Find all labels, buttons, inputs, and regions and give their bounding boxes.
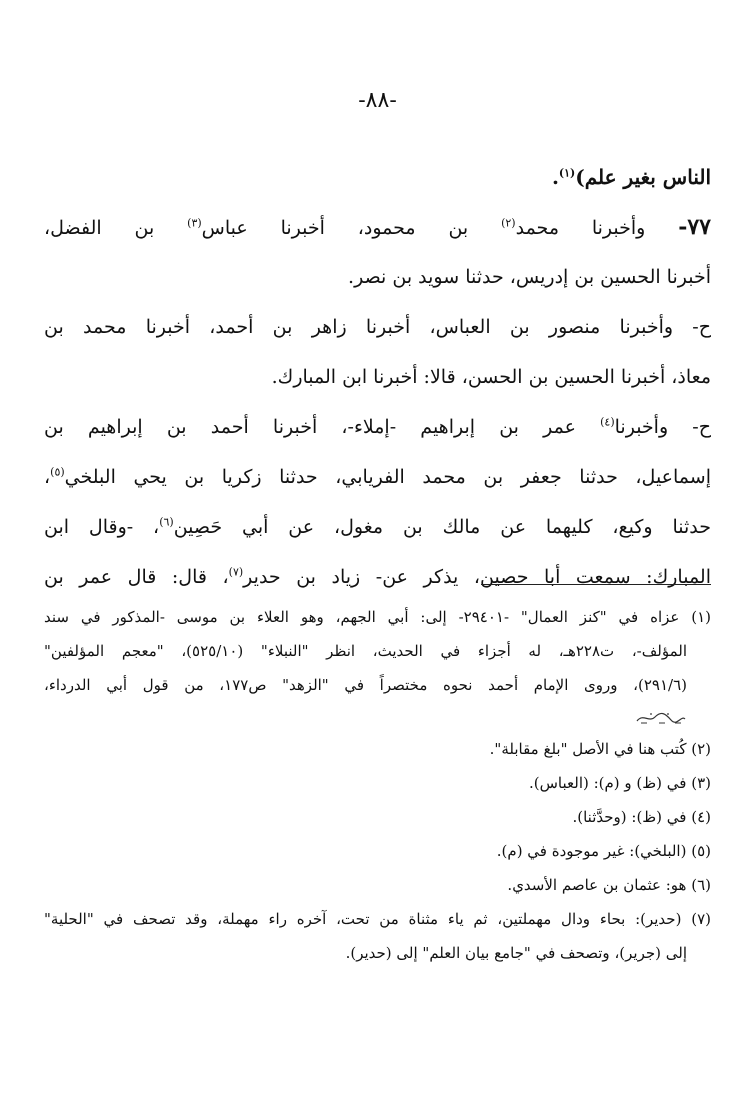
main-text [44,152,711,602]
page-number: -٨٨- [358,88,397,113]
footnote-ref-5[interactable]: (٥) [50,465,65,479]
footnote-6: (٦) هو: عثمان بن عاصم الأسدي. [507,876,711,894]
footnotes [44,600,711,970]
text-line-7-part-a: إسماعيل، حدثنا جعفر بن محمد الفريابي، حدثنا زكريا بن يحي البلخي [64,466,711,488]
text-line-7-part-b: ، [44,466,51,488]
text-line-2 [44,202,711,252]
footnote-4: (٤) في (ظ): (وحدَّثنا). [572,808,711,826]
text-line-8-part-a: حدثنا وكيع، كليهما عن مالك بن مغول، عن أبي حَصِين [173,516,711,538]
footnote-ref-4[interactable]: (٤) [600,415,615,429]
footnote-7-line-2: إلى (جرير)، وتصحف في "جامع بيان العلم" إلى (حدير). [345,944,687,962]
footnote-ref-2[interactable]: (٢) [501,216,516,230]
text-line-1-period: . [551,165,559,189]
text-line-2-part-b: بن محمود، أخبرنا عباس [201,217,502,239]
text-line-8-part-b: ، -وقال ابن [44,516,160,538]
text-line-9-part-a: المبارك: سمعت أبا حصين، يذكر عن- زياد بن حدير [243,566,711,588]
footnote-5: (٥) (البلخي): غير موجودة في (م). [496,842,711,860]
footnote-1-line-2: المؤلف-، ت٢٢٨هـ، له أجزاء في الحديث، انظر "النبلاء" (٥٢٥/١٠)، "معجم المؤلفين" [44,642,688,660]
footnote-separator [481,584,711,585]
text-line-1 [44,152,711,202]
text-line-2-part-c: بن الفضل، [44,217,188,239]
text-line-9-part-b: ، قال: قال عمر بن [44,566,229,588]
text-line-7 [44,452,711,502]
footnote-1-line-4 [44,702,711,732]
text-line-9 [44,552,711,602]
text-line-6-part-b: عمر بن إبراهيم -إملاء-، أخبرنا أحمد بن إبراهيم بن [44,416,601,438]
footnote-2: (٢) كُتب هنا في الأصل "بلغ مقابلة". [489,740,711,758]
text-line-3: أخبرنا الحسين بن إدريس، حدثنا سويد بن نصر. [348,266,711,288]
text-line-2-part-a: وأخبرنا محمد [515,217,679,239]
footnote-3: (٣) في (ظ) و (م): (العباس). [528,774,711,792]
footnote-ref-7[interactable]: (٧) [228,565,244,579]
footnote-ref-1[interactable]: (١) [558,166,576,180]
text-line-6-part-a: ح- وأخبرنا [614,416,711,438]
honorific-seal-icon [635,711,687,725]
text-line-1-content: الناس بغير علم) [575,165,711,189]
footnote-7-line-1: (٧) (حدير): بحاء ودال مهملتين، ثم ياء مثناة من تحت، آخره راء مهملة، وقد تصحف في "الحلية" [44,910,711,928]
footnote-ref-6[interactable]: (٦) [159,515,174,529]
footnote-ref-3[interactable]: (٣) [187,216,202,230]
text-line-6 [44,402,711,452]
hadith-number: ٧٧- [678,214,711,240]
footnote-1-line-1: (١) عزاه في "كنز العمال" -٢٩٤٠١- إلى: أبي الجهم، وهو العلاء بن موسى -المذكور في سند [44,608,711,626]
text-line-5: معاذ، أخبرنا الحسين بن الحسن، قالا: أخبرنا ابن المبارك. [271,366,711,388]
footnote-1-line-3: (٢٩١/٦)، وروى الإمام أحمد نحوه مختصراً في "الزهد" ص١٧٧، من قول أبي الدرداء، [44,676,687,694]
text-line-4: ح- وأخبرنا منصور بن العباس، أخبرنا زاهر بن أحمد، أخبرنا محمد بن [44,316,711,338]
text-line-8 [44,502,711,552]
